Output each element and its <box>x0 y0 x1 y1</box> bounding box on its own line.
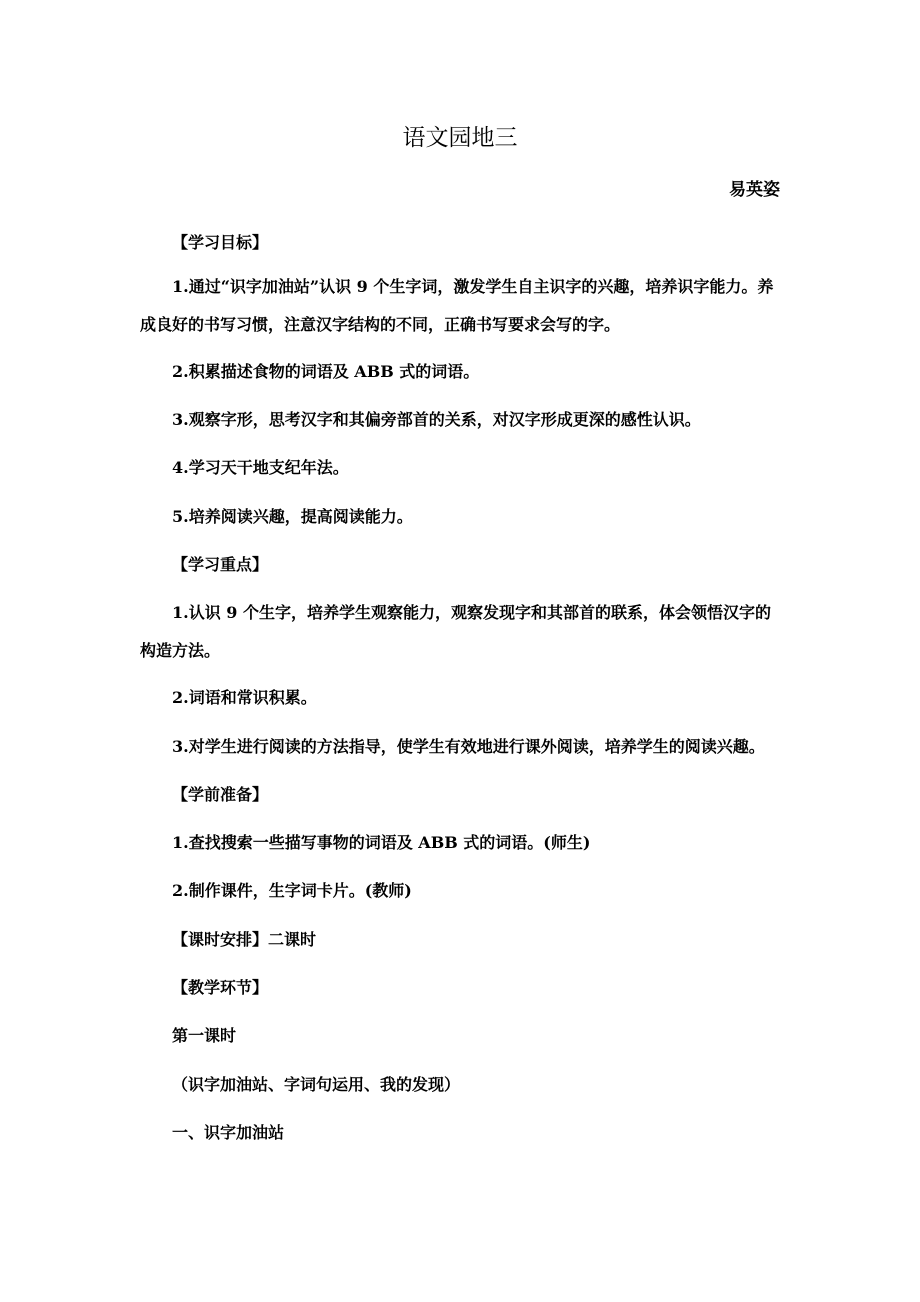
preparation-2: 2.制作课件，生字词卡片。(教师) <box>172 881 412 900</box>
objective-4: 4.学习天干地支纪年法。 <box>172 458 349 477</box>
section-schedule: 【课时安排】二课时 <box>172 930 317 949</box>
objective-2: 2.积累描述食物的词语及 ABB 式的词语。 <box>172 362 480 381</box>
step-one-heading: 一、识字加油站 <box>172 1123 285 1142</box>
lesson-one-heading: 第一课时 <box>172 1026 237 1045</box>
preparation-1: 1.查找搜索一些描写事物的词语及 ABB 式的词语。(师生) <box>172 833 591 852</box>
key-point-2: 2.词语和常识积累。 <box>172 688 317 707</box>
objective-1: 1.通过“识字加油站”认识 9 个生字词，激发学生自主识字的兴趣，培养识字能力。养成良好的书写习惯，注意汉字结构的不同，正确书写要求会写的字。 <box>140 277 774 334</box>
objective-3: 3.观察字形，思考汉字和其偏旁部首的关系，对汉字形成更深的感性认识。 <box>172 410 701 429</box>
lesson-one-topics: （识字加油站、字词句运用、我的发现） <box>172 1075 461 1094</box>
section-heading-preparation: 【学前准备】 <box>172 785 269 804</box>
section-heading-teaching-steps: 【教学环节】 <box>172 978 269 997</box>
objective-5: 5.培养阅读兴趣，提高阅读能力。 <box>172 507 413 526</box>
document-author: 易英姿 <box>729 180 780 200</box>
key-point-3: 3.对学生进行阅读的方法指导，使学生有效地进行课外阅读，培养学生的阅读兴趣。 <box>172 737 765 756</box>
key-point-1: 1.认识 9 个生字，培养学生观察能力，观察发现字和其部首的联系，体会领悟汉字的构造方法。 <box>140 603 771 660</box>
document-title: 语文园地三 <box>402 125 518 151</box>
section-heading-key-points: 【学习重点】 <box>172 555 269 574</box>
section-heading-objectives: 【学习目标】 <box>172 233 269 252</box>
